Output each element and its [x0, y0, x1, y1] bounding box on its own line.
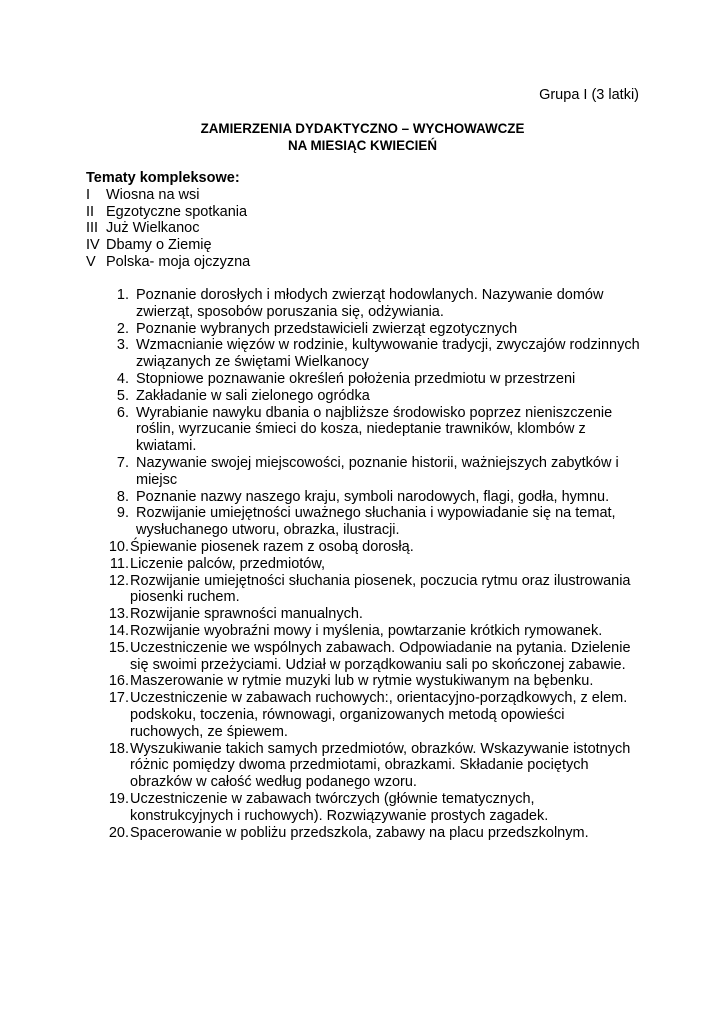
- goal-item: [107, 741, 642, 791]
- goal-text-line: Nazywanie swojej miejscowości, poznanie historii, ważniejszych zabytków i: [136, 454, 619, 471]
- goal-text: [129, 405, 642, 455]
- goal-text-line: obrazków w całość według podanego wzoru.: [130, 774, 417, 791]
- goal-item: [107, 455, 642, 489]
- goal-number: 18.: [108, 740, 129, 757]
- goal-text: [129, 573, 642, 607]
- goal-item: [107, 505, 642, 539]
- topic-number: I: [86, 186, 91, 203]
- goal-text-line: Poznanie wybranych przedstawicieli zwierząt egzotycznych: [136, 320, 518, 337]
- goal-number: 2.: [116, 320, 129, 337]
- topic-item: [86, 187, 250, 204]
- goal-item: [107, 321, 642, 338]
- goal-text-line: Liczenie palców, przedmiotów,: [130, 555, 326, 572]
- goal-number: 10.: [108, 538, 129, 555]
- goal-item: [107, 287, 642, 321]
- goal-text-line: zwierząt, sposobów poruszania się, odżywiania.: [136, 303, 444, 320]
- goal-text-line: Wyrabianie nawyku dbania o najbliższe środowisko poprzez nieniszczenie: [136, 404, 613, 421]
- goal-number: 14.: [108, 622, 129, 639]
- goal-text: [129, 673, 642, 690]
- goal-text-line: podskoku, toczenia, równowagi, organizowanych metodą opowieści: [130, 706, 565, 723]
- goal-item: [107, 640, 642, 674]
- goal-text-line: Spacerowanie w pobliżu przedszkola, zabawy na placu przedszkolnym.: [130, 824, 589, 841]
- goal-text-line: związanych ze świętami Wielkanocy: [136, 354, 369, 371]
- goal-text-line: Uczestniczenie we wspólnych zabawach. Odpowiadanie na pytania. Dzielenie: [130, 639, 631, 656]
- topic-label: Egzotyczne spotkania: [106, 203, 248, 220]
- goal-text-line: Zakładanie w sali zielonego ogródka: [136, 387, 370, 404]
- topic-label: Wiosna na wsi: [106, 186, 200, 203]
- goal-text: [129, 640, 642, 674]
- goal-text-line: Uczestniczenie w zabawach twórczych (głównie tematycznych,: [130, 790, 535, 807]
- goal-item: [107, 791, 642, 825]
- goal-text-line: Rozwijanie umiejętności słuchania piosenek, poczucia rytmu oraz ilustrowania: [130, 572, 631, 589]
- goal-text-line: kwiatami.: [136, 438, 197, 455]
- goal-number: 15.: [108, 639, 129, 656]
- topic-item: [86, 254, 250, 271]
- goal-item: [107, 673, 642, 690]
- topics-section: [86, 170, 250, 271]
- goal-text: [129, 623, 642, 640]
- goal-item: [107, 690, 642, 740]
- goal-item: [107, 371, 642, 388]
- goal-text-line: Rozwijanie wyobraźni mowy i myślenia, powtarzanie krótkich rymowanek.: [130, 622, 603, 639]
- goal-text-line: Wyszukiwanie takich samych przedmiotów, obrazków. Wskazywanie istotnych: [130, 740, 631, 757]
- goal-text: [129, 505, 642, 539]
- goal-number: 9.: [116, 505, 129, 522]
- topic-item: [86, 237, 250, 254]
- goal-text-line: różnic pomiędzy dwoma przedmiotami, obrazkami. Składanie pociętych: [130, 757, 589, 774]
- goal-item: [107, 606, 642, 623]
- topic-item: [86, 204, 250, 221]
- goal-item: [107, 337, 642, 371]
- goal-text: [129, 741, 642, 791]
- goal-item: [107, 573, 642, 607]
- goal-item: [107, 623, 642, 640]
- group-label: Grupa I (3 latki): [539, 87, 639, 103]
- goal-text-line: Uczestniczenie w zabawach ruchowych:, orientacyjno-porządkowych, z elem.: [130, 690, 628, 707]
- goal-text-line: ruchowych, ze śpiewem.: [130, 723, 288, 740]
- goal-text-line: Śpiewanie piosenek razem z osobą dorosłą.: [130, 538, 414, 555]
- goal-text: [129, 455, 642, 489]
- document-title: [0, 121, 725, 154]
- topics-list: [86, 187, 250, 271]
- goal-text: [129, 791, 642, 825]
- goal-number: 12.: [108, 572, 129, 589]
- goal-text: [129, 556, 642, 573]
- goal-number: 3.: [116, 337, 129, 354]
- goal-text-line: Rozwijanie umiejętności uważnego słuchania i wypowiadanie się na temat,: [136, 505, 616, 522]
- topic-number: IV: [86, 237, 100, 254]
- goals-list: [107, 287, 642, 841]
- goal-number: 8.: [116, 488, 129, 505]
- goal-text: [129, 539, 642, 556]
- goal-number: 17.: [108, 690, 129, 707]
- goal-text: [129, 337, 642, 371]
- topics-heading: Tematy kompleksowe:: [86, 170, 240, 186]
- goal-text: [129, 388, 642, 405]
- goal-text-line: Maszerowanie w rytmie muzyki lub w rytmie wystukiwanym na bębenku.: [130, 673, 594, 690]
- goal-text-line: roślin, wyrzucanie śmieci do kosza, niedeptanie trawników, klombów z: [136, 421, 586, 438]
- title-line-2: NA MIESIĄC KWIECIEŃ: [287, 137, 438, 153]
- topic-item: [86, 220, 250, 237]
- goal-number: 13.: [108, 606, 129, 623]
- goal-text-line: się swoimi przeżyciami. Udział w porządkowaniu sali po skończonej zabawie.: [130, 656, 626, 673]
- goal-number: 7.: [116, 454, 129, 471]
- goal-number: 11.: [109, 555, 129, 572]
- goal-text: [129, 606, 642, 623]
- goal-text-line: konstrukcyjnych i ruchowych). Rozwiązywanie prostych zagadek.: [130, 807, 549, 824]
- goal-number: 16.: [108, 673, 129, 690]
- goal-item: [107, 405, 642, 455]
- goal-text-line: wysłuchanego utworu, obrazka, ilustracji.: [136, 522, 400, 539]
- goal-text-line: miejsc: [136, 471, 178, 488]
- goal-text-line: Wzmacnianie więzów w rodzinie, kultywowanie tradycji, zwyczajów rodzinnych: [136, 337, 640, 354]
- goal-text-line: Rozwijanie sprawności manualnych.: [130, 606, 363, 623]
- goal-number: 6.: [116, 404, 129, 421]
- goal-text: [129, 287, 642, 321]
- goal-text-line: piosenki ruchem.: [130, 589, 240, 606]
- goal-text-line: Stopniowe poznawanie określeń położenia przedmiotu w przestrzeni: [136, 370, 576, 387]
- goal-item: [107, 539, 642, 556]
- goal-text: [129, 321, 642, 338]
- topic-number: II: [86, 203, 95, 220]
- topic-label: Dbamy o Ziemię: [106, 237, 212, 254]
- goal-number: 1.: [116, 287, 129, 303]
- goal-text: [129, 690, 642, 740]
- goal-item: [107, 388, 642, 405]
- topic-label: Polska- moja ojczyzna: [106, 253, 251, 270]
- title-line-1: ZAMIERZENIA DYDAKTYCZNO – WYCHOWAWCZE: [200, 121, 525, 136]
- goal-text: [129, 371, 642, 388]
- goal-number: 4.: [116, 370, 129, 387]
- goal-text-line: Poznanie nazwy naszego kraju, symboli narodowych, flagi, godła, hymnu.: [136, 488, 610, 505]
- topic-number: V: [86, 253, 96, 270]
- goal-item: [107, 556, 642, 573]
- goal-text: [129, 825, 642, 842]
- goal-number: 5.: [116, 387, 129, 404]
- goal-item: [107, 489, 642, 506]
- goal-text-line: Poznanie dorosłych i młodych zwierząt hodowlanych. Nazywanie domów: [136, 287, 604, 303]
- topic-label: Już Wielkanoc: [106, 220, 200, 237]
- goal-number: 20.: [108, 824, 129, 841]
- goal-number: 19.: [108, 790, 129, 807]
- topic-number: III: [86, 220, 99, 237]
- goal-text: [129, 489, 642, 506]
- goal-item: [107, 825, 642, 842]
